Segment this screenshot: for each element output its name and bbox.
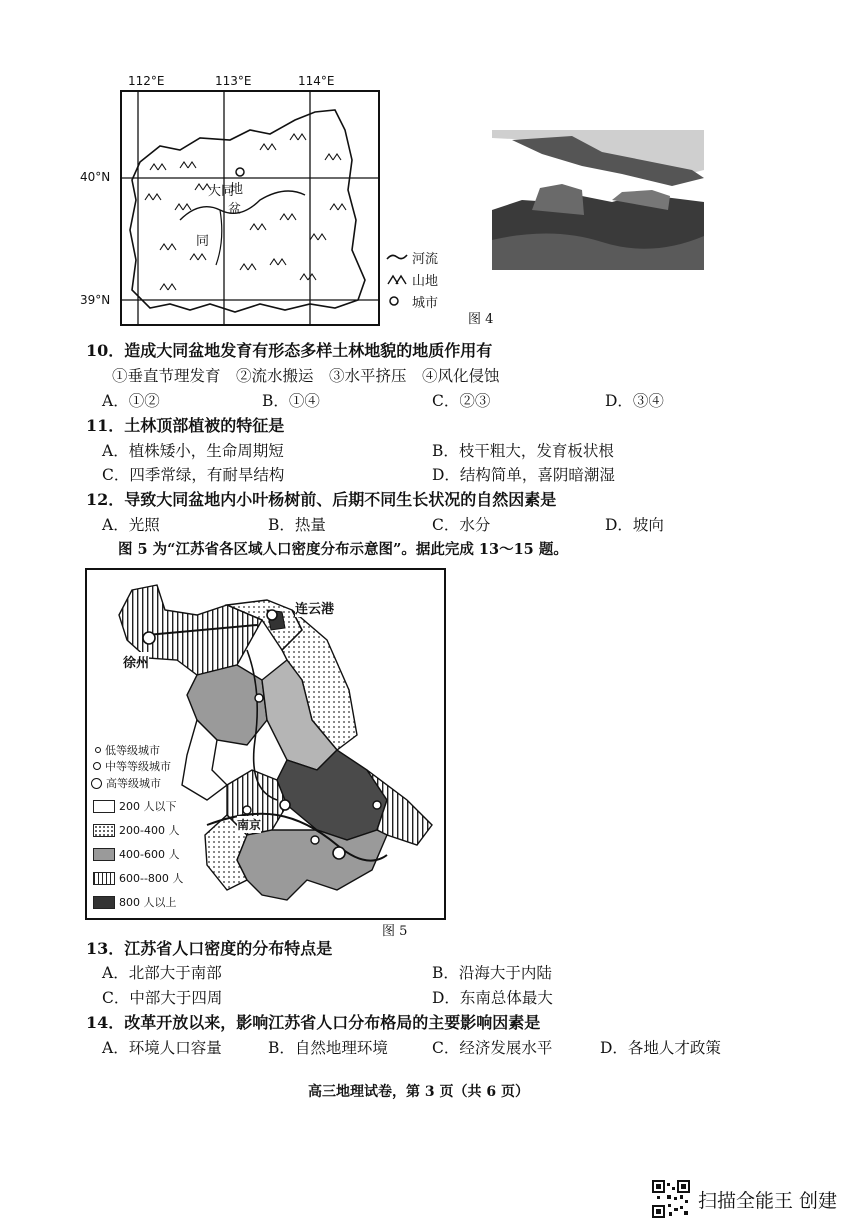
low-city-icon [95, 747, 101, 753]
earth-forest-photo [492, 130, 704, 270]
q14-option-b[interactable]: B．自然地理环境 [268, 1039, 388, 1057]
lat-label: 40°N [80, 170, 111, 184]
q10-option-a[interactable]: A．①② [102, 392, 160, 410]
q11-option-b[interactable]: B．枝干粗大，发育板状根 [432, 442, 614, 460]
legend-label: 城市 [412, 295, 439, 311]
legend-label: 200-400 人 [119, 824, 180, 837]
legend-density-5 [93, 894, 177, 910]
q10-items: ①垂直节理发育 ②流水搬运 ③水平挤压 ④风化侵蚀 [112, 367, 500, 385]
q13-option-a[interactable]: A．北部大于南部 [102, 964, 222, 982]
mid-city-icon [93, 762, 101, 770]
legend-city-high [91, 775, 161, 791]
lon-label: 112°E [128, 74, 165, 88]
q14-option-a[interactable]: A．环境人口容量 [102, 1039, 222, 1057]
legend-label: 中等等级城市 [105, 760, 171, 773]
q13-stem: 13．江苏省人口密度的分布特点是 [86, 939, 333, 958]
figure-4 [80, 70, 520, 330]
figure-5 [85, 568, 446, 920]
q12-option-a[interactable]: A．光照 [102, 516, 160, 534]
lon-label: 113°E [215, 74, 252, 88]
q10-option-d[interactable]: D．③④ [605, 392, 664, 410]
legend-label: 山地 [412, 273, 439, 289]
q10-option-b[interactable]: B．①④ [262, 392, 320, 410]
q14-option-c[interactable]: C．经济发展水平 [432, 1039, 553, 1057]
figure4-legend [386, 246, 466, 312]
q12-option-c[interactable]: C．水分 [432, 516, 491, 534]
legend-label: 400-600 人 [119, 848, 180, 861]
striped-swatch-icon [93, 872, 115, 885]
qr-code-icon [652, 1180, 690, 1218]
high-city-icon [91, 778, 102, 789]
white-swatch-icon [93, 800, 115, 813]
scanner-brand: 扫描全能王 创建 [698, 1190, 838, 1212]
city-label-lianyungang: 连云港 [295, 598, 334, 617]
q12-stem: 12．导致大同盆地内小叶杨树前、后期不同生长状况的自然因素是 [86, 490, 557, 509]
q11-option-a[interactable]: A．植株矮小，生命周期短 [102, 442, 284, 460]
mountain-icon [386, 273, 408, 285]
city-label-xuzhou: 徐州 [123, 652, 149, 671]
gray-swatch-icon [93, 848, 115, 861]
legend-density-1 [93, 798, 177, 814]
legend-label: 200 人以下 [119, 800, 177, 813]
map-label: 地 [230, 182, 244, 197]
q14-option-d[interactable]: D．各地人才政策 [600, 1039, 721, 1057]
legend-label: 800 人以上 [119, 896, 177, 909]
lon-label: 114°E [298, 74, 335, 88]
legend-label: 河流 [412, 251, 439, 267]
legend-label: 高等级城市 [106, 777, 161, 790]
q13-option-c[interactable]: C．中部大于四周 [102, 989, 223, 1007]
city-icon [386, 295, 408, 307]
legend-city-low [95, 742, 160, 758]
q12-option-d[interactable]: D．坡向 [605, 516, 664, 534]
map-label: 大同 [208, 184, 235, 199]
q13-option-b[interactable]: B．沿海大于内陆 [432, 964, 552, 982]
river-icon [386, 252, 408, 262]
q14-stem: 14．改革开放以来，影响江苏省人口分布格局的主要影响因素是 [86, 1013, 541, 1032]
q13-option-d[interactable]: D．东南总体最大 [432, 989, 553, 1007]
q10-stem: 10．造成大同盆地发育有形态多样土林地貌的地质作用有 [86, 341, 493, 360]
figure5-intro: 图 5 为“江苏省各区域人口密度分布示意图”。据此完成 13～15 题。 [118, 541, 568, 558]
legend-label: 低等级城市 [105, 744, 160, 757]
q11-option-d[interactable]: D．结构简单，喜阴暗潮湿 [432, 466, 615, 484]
dotted-swatch-icon [93, 824, 115, 837]
legend-label: 600--800 人 [119, 872, 184, 885]
mountain-symbols [120, 90, 380, 326]
page-footer: 高三地理试卷，第 3 页（共 6 页） [308, 1084, 529, 1100]
legend-density-2 [93, 822, 179, 838]
map-label: 盆 [228, 202, 242, 217]
q11-stem: 11．土林顶部植被的特征是 [86, 416, 285, 435]
legend-density-4 [93, 870, 183, 886]
lat-label: 39°N [80, 293, 111, 307]
figure4-caption: 图 4 [468, 312, 494, 327]
legend-city-mid [93, 758, 171, 774]
legend-density-3 [93, 846, 179, 862]
q11-option-c[interactable]: C．四季常绿，有耐旱结构 [102, 466, 285, 484]
dark-swatch-icon [93, 896, 115, 909]
map-label: 同 [196, 234, 210, 249]
city-label-nanjing: 南京 [237, 818, 262, 832]
figure5-caption: 图 5 [382, 924, 408, 939]
q12-option-b[interactable]: B．热量 [268, 516, 326, 534]
q10-option-c[interactable]: C．②③ [432, 392, 491, 410]
